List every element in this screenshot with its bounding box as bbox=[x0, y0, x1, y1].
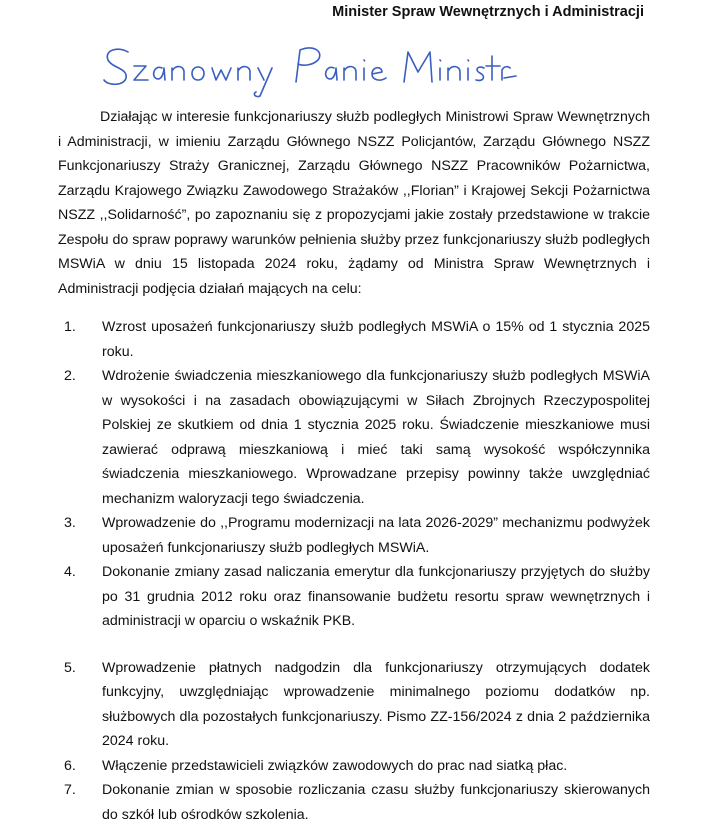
list-item-number: 3. bbox=[64, 515, 76, 531]
list-item bbox=[0, 511, 706, 560]
list-item bbox=[0, 560, 706, 634]
list-item-text: Dokonanie zmian w sposobie rozliczania czasu służby funkcjonariuszy skierowanych do szkół lub ośrodków szkolenia. bbox=[102, 782, 650, 823]
list-item-text: Wdrożenie świadczenia mieszkaniowego dla funkcjonariuszy służb podległych MSWiA w wysokości i na zasadach obowiązującymi w Siłach Zbrojnych Rzeczypospolitej Polskiej ze skutkiem od dnia 1 stycznia 2025 roku. Świadczenie mieszkaniowe musi zawierać odprawą mieszkaniową i mieć taki samą wysokość współczynnika świadczenia mieszkaniowego. Wprowadzane przepisy powinny także uwzględniać mechanizm waloryzacji tego świadczenia. bbox=[102, 368, 650, 507]
list-item-number: 2. bbox=[64, 368, 76, 384]
list-item bbox=[0, 364, 706, 511]
list-item bbox=[0, 778, 706, 827]
intro-paragraph: Działając w interesie funkcjonariuszy służb podległych Ministrowi Spraw Wewnętrznych i Administracji, w imieniu Zarządu Głównego NSZZ Policjantów, Zarządu Głównego NSZZ Funkcjonariuszy Straży Granicznej, Zarządu Głównego NSZZ Pracowników Pożarnictwa, Zarządu Krajowego Związku Zawodowego Strażaków ,,Florian” i Krajowej Sekcji Pożarnictwa NSZZ ,,Solidarność”, po zapoznaniu się z propozycjami jakie zostały przedstawione w trakcie Zespołu do spraw poprawy warunków pełnienia służby przez funkcjonariuszy służb podległych MSWiA w dniu 15 listopada 2024 roku, żądamy od Ministra Spraw Wewnętrznych i Administracji podjęcia działań mających na celu: bbox=[58, 109, 650, 297]
list-item-number: 5. bbox=[64, 659, 76, 676]
list-item-number: 4. bbox=[64, 564, 76, 580]
handwritten-salutation bbox=[98, 38, 518, 98]
addressee-header: Minister Spraw Wewnętrznych i Administracji bbox=[332, 4, 644, 20]
demands-list bbox=[0, 315, 706, 827]
list-item-text: Włączenie przedstawicieli związków zawodowych do prac nad siatką płac. bbox=[102, 757, 568, 774]
list-item-text: Wzrost uposażeń funkcjonariuszy służb podległych MSWiA o 15% od 1 stycznia 2025 roku. bbox=[102, 319, 650, 360]
list-item-number: 1. bbox=[64, 319, 76, 335]
list-item bbox=[0, 754, 706, 779]
list-item bbox=[0, 656, 706, 754]
list-item-number: 6. bbox=[64, 757, 76, 774]
list-item-text: Dokonanie zmiany zasad naliczania emerytur dla funkcjonariuszy przyjętych do służby po 31 grudnia 2012 roku oraz finansowanie budżetu resortu spraw wewnętrznych i administracji w oparciu o wskaźnik PKB. bbox=[102, 564, 650, 629]
list-item bbox=[0, 315, 706, 364]
list-item-text: Wprowadzenie płatnych nadgodzin dla funkcjonariuszy otrzymujących dodatek funkcyjny, uwzględniając wprowadzenie minimalnego poziomu dodatków np. służbowych dla pozostałych funkcjonariuszy. Pismo ZZ-156/2024 z dnia 2 października 2024 roku. bbox=[102, 659, 650, 749]
list-item-number: 7. bbox=[64, 782, 76, 798]
list-item-text: Wprowadzenie do ,,Programu modernizacji na lata 2026-2029” mechanizmu podwyżek uposażeń funkcjonariuszy służb podległych MSWiA. bbox=[102, 515, 650, 556]
